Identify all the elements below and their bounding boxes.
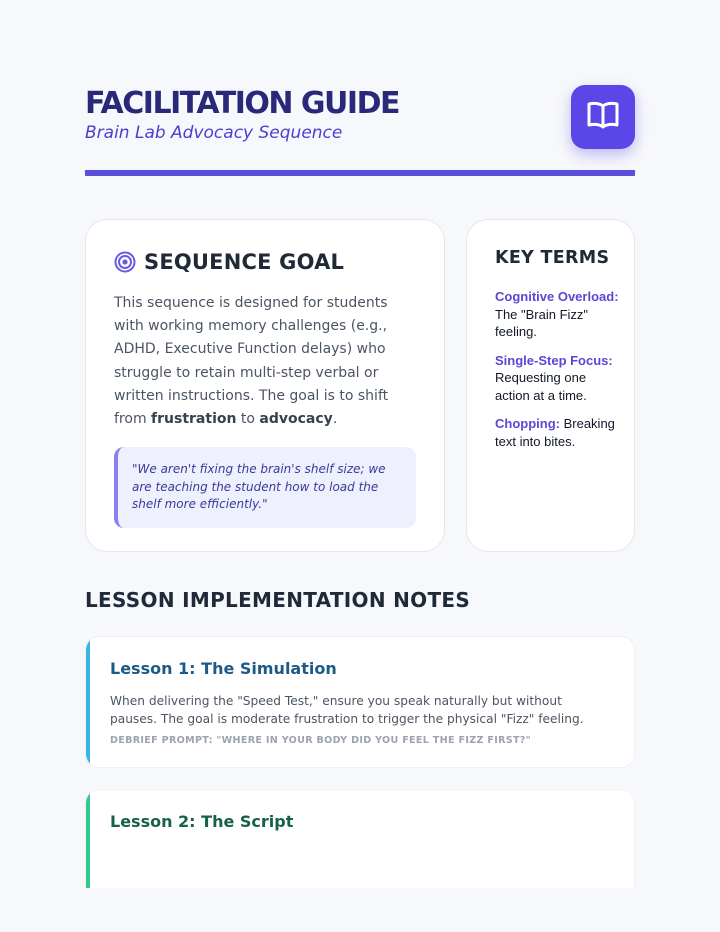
lesson-title: Lesson 1: The Simulation [110, 659, 337, 678]
goal-title: SEQUENCE GOAL [144, 250, 345, 274]
sequence-goal-card [85, 219, 445, 552]
debrief-prompt: DEBRIEF PROMPT: "WHERE IN YOUR BODY DID YOU FEEL THE FIZZ FIRST?" [110, 735, 531, 746]
term-item: Cognitive Overload: The "Brain Fizz" feeling. [495, 289, 619, 339]
book-badge [571, 85, 635, 149]
lesson-text: When delivering the "Speed Test," ensure you speak naturally but without pauses. The goal is moderate frustration to trigger the physical "Fizz" feeling. [110, 694, 584, 726]
term-item: Single-Step Focus: Requesting one action at a time. [495, 352, 613, 403]
key-terms-card [466, 219, 635, 552]
page-subtitle: Brain Lab Advocacy Sequence [85, 123, 343, 143]
goal-description: This sequence is designed for students with working memory challenges (e.g., ADHD, Executive Function delays) who struggle to retain multi-step verbal or written instructions. The goal is to shift from frustration to advocacy. [114, 295, 389, 428]
lesson-title: Lesson 2: The Script [110, 812, 294, 831]
header [85, 86, 635, 144]
target-icon [114, 251, 136, 273]
header-divider [85, 170, 635, 176]
book-open-icon [586, 100, 620, 135]
goal-heading [114, 250, 416, 274]
notes-section-title: LESSON IMPLEMENTATION NOTES [85, 588, 471, 612]
term-item: Chopping: Breaking text into bites. [495, 416, 615, 449]
lesson-card-2 [85, 789, 635, 888]
page-title: FACILITATION GUIDE [85, 86, 399, 121]
key-terms-title: KEY TERMS [495, 248, 610, 268]
lesson-card-1 [85, 636, 635, 768]
goal-quote: "We aren't fixing the brain's shelf size; we are teaching the student how to load the shelf more efficiently." [114, 447, 416, 528]
